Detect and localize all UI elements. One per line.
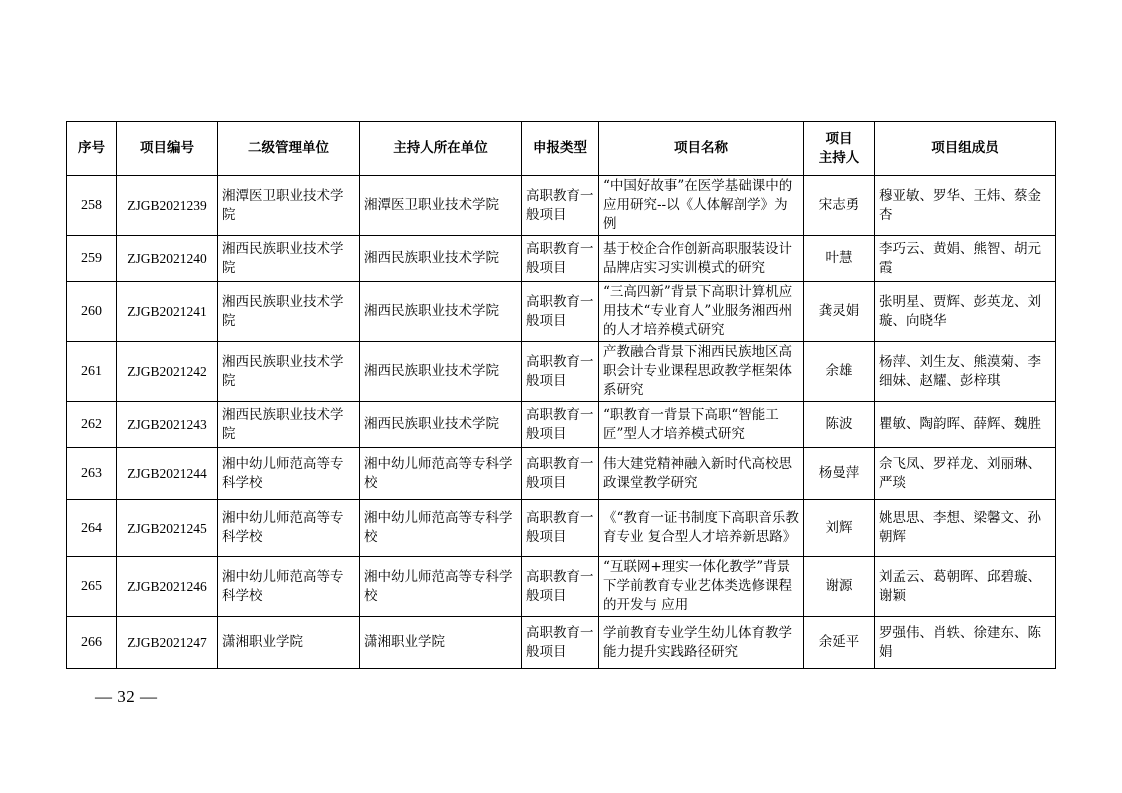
cell-name: 产教融合背景下湘西民族地区高职会计专业课程思政教学框架体系研究 bbox=[599, 342, 804, 402]
cell-name: 基于校企合作创新高职服装设计品牌店实习实训模式的研究 bbox=[599, 236, 804, 282]
header-name: 项目名称 bbox=[599, 122, 804, 176]
cell-no: 259 bbox=[67, 236, 117, 282]
table-row bbox=[67, 176, 1056, 236]
cell-code: ZJGB2021241 bbox=[117, 282, 218, 342]
cell-code: ZJGB2021240 bbox=[117, 236, 218, 282]
cell-host-unit: 湘西民族职业技术学院 bbox=[360, 402, 522, 448]
header-host-unit: 主持人所在单位 bbox=[360, 122, 522, 176]
header-no: 序号 bbox=[67, 122, 117, 176]
cell-host-unit: 湘潭医卫职业技术学院 bbox=[360, 176, 522, 236]
cell-members: 姚思思、李想、梁馨文、孙朝辉 bbox=[875, 500, 1056, 557]
table-row bbox=[67, 500, 1056, 557]
cell-no: 265 bbox=[67, 557, 117, 617]
cell-no: 264 bbox=[67, 500, 117, 557]
header-code: 项目编号 bbox=[117, 122, 218, 176]
cell-type: 高职教育一般项目 bbox=[522, 236, 599, 282]
cell-host: 叶慧 bbox=[804, 236, 875, 282]
cell-host-unit: 湘西民族职业技术学院 bbox=[360, 282, 522, 342]
cell-code: ZJGB2021242 bbox=[117, 342, 218, 402]
table-body bbox=[67, 176, 1056, 669]
cell-type: 高职教育一般项目 bbox=[522, 176, 599, 236]
cell-members: 张明星、贾辉、彭英龙、刘璇、向晓华 bbox=[875, 282, 1056, 342]
cell-name: 伟大建党精神融入新时代高校思政课堂教学研究 bbox=[599, 448, 804, 500]
cell-code: ZJGB2021247 bbox=[117, 617, 218, 669]
cell-unit: 湘西民族职业技术学院 bbox=[218, 282, 360, 342]
cell-type: 高职教育一般项目 bbox=[522, 500, 599, 557]
cell-name: 《“教育一证书制度下高职音乐教育专业 复合型人才培养新思路》 bbox=[599, 500, 804, 557]
cell-unit: 湘西民族职业技术学院 bbox=[218, 402, 360, 448]
cell-unit: 潇湘职业学院 bbox=[218, 617, 360, 669]
header-unit: 二级管理单位 bbox=[218, 122, 360, 176]
header-type: 申报类型 bbox=[522, 122, 599, 176]
cell-members: 李巧云、黄娟、熊智、胡元霞 bbox=[875, 236, 1056, 282]
table-header-row bbox=[67, 122, 1056, 176]
cell-host: 余延平 bbox=[804, 617, 875, 669]
table-row bbox=[67, 617, 1056, 669]
header-members: 项目组成员 bbox=[875, 122, 1056, 176]
cell-host-unit: 湘中幼儿师范高等专科学校 bbox=[360, 448, 522, 500]
table-row bbox=[67, 236, 1056, 282]
cell-code: ZJGB2021243 bbox=[117, 402, 218, 448]
cell-unit: 湘西民族职业技术学院 bbox=[218, 236, 360, 282]
cell-host: 谢源 bbox=[804, 557, 875, 617]
cell-no: 262 bbox=[67, 402, 117, 448]
cell-type: 高职教育一般项目 bbox=[522, 342, 599, 402]
cell-host-unit: 湘中幼儿师范高等专科学校 bbox=[360, 500, 522, 557]
table-row bbox=[67, 402, 1056, 448]
cell-members: 瞿敏、陶韵晖、薛辉、魏胜 bbox=[875, 402, 1056, 448]
cell-members: 佘飞凤、罗祥龙、刘丽琳、严琰 bbox=[875, 448, 1056, 500]
cell-host-unit: 湘中幼儿师范高等专科学校 bbox=[360, 557, 522, 617]
cell-code: ZJGB2021246 bbox=[117, 557, 218, 617]
cell-unit: 湘中幼儿师范高等专科学校 bbox=[218, 448, 360, 500]
cell-no: 263 bbox=[67, 448, 117, 500]
cell-no: 266 bbox=[67, 617, 117, 669]
header-host: 项目 主持人 bbox=[804, 122, 875, 176]
cell-host-unit: 湘西民族职业技术学院 bbox=[360, 236, 522, 282]
cell-no: 260 bbox=[67, 282, 117, 342]
cell-code: ZJGB2021245 bbox=[117, 500, 218, 557]
cell-name: “互联网+理实一体化教学”背景下学前教育专业艺体类选修课程的开发与 应用 bbox=[599, 557, 804, 617]
table-row bbox=[67, 557, 1056, 617]
cell-name: 学前教育专业学生幼儿体育教学能力提升实践路径研究 bbox=[599, 617, 804, 669]
cell-host: 陈波 bbox=[804, 402, 875, 448]
cell-name: “中国好故事”在医学基础课中的应用研究--以《人体解剖学》为例 bbox=[599, 176, 804, 236]
cell-host: 宋志勇 bbox=[804, 176, 875, 236]
cell-host: 刘辉 bbox=[804, 500, 875, 557]
cell-members: 刘孟云、葛朝晖、邱碧璇、谢颖 bbox=[875, 557, 1056, 617]
cell-host-unit: 湘西民族职业技术学院 bbox=[360, 342, 522, 402]
cell-type: 高职教育一般项目 bbox=[522, 617, 599, 669]
cell-name: “职教育一背景下高职“智能工匠”型人才培养模式研究 bbox=[599, 402, 804, 448]
cell-no: 258 bbox=[67, 176, 117, 236]
cell-type: 高职教育一般项目 bbox=[522, 448, 599, 500]
cell-unit: 湘中幼儿师范高等专科学校 bbox=[218, 557, 360, 617]
project-table bbox=[66, 121, 1056, 669]
cell-members: 穆亚敏、罗华、王炜、蔡金杏 bbox=[875, 176, 1056, 236]
cell-host: 杨曼萍 bbox=[804, 448, 875, 500]
table-row bbox=[67, 342, 1056, 402]
cell-unit: 湘中幼儿师范高等专科学校 bbox=[218, 500, 360, 557]
cell-members: 罗强伟、肖轶、徐建东、陈娟 bbox=[875, 617, 1056, 669]
cell-code: ZJGB2021239 bbox=[117, 176, 218, 236]
table-row bbox=[67, 448, 1056, 500]
cell-host: 余雄 bbox=[804, 342, 875, 402]
cell-no: 261 bbox=[67, 342, 117, 402]
table-row bbox=[67, 282, 1056, 342]
page-number: — 32 — bbox=[95, 687, 158, 706]
cell-type: 高职教育一般项目 bbox=[522, 282, 599, 342]
cell-code: ZJGB2021244 bbox=[117, 448, 218, 500]
cell-host: 龚灵娟 bbox=[804, 282, 875, 342]
cell-type: 高职教育一般项目 bbox=[522, 557, 599, 617]
cell-unit: 湘潭医卫职业技术学院 bbox=[218, 176, 360, 236]
cell-unit: 湘西民族职业技术学院 bbox=[218, 342, 360, 402]
cell-host-unit: 潇湘职业学院 bbox=[360, 617, 522, 669]
cell-name: “三高四新”背景下高职计算机应用技术“专业育人”业服务湘西州的人才培养模式研究 bbox=[599, 282, 804, 342]
cell-members: 杨萍、刘生友、熊漠菊、李细妹、赵耀、彭梓琪 bbox=[875, 342, 1056, 402]
cell-type: 高职教育一般项目 bbox=[522, 402, 599, 448]
